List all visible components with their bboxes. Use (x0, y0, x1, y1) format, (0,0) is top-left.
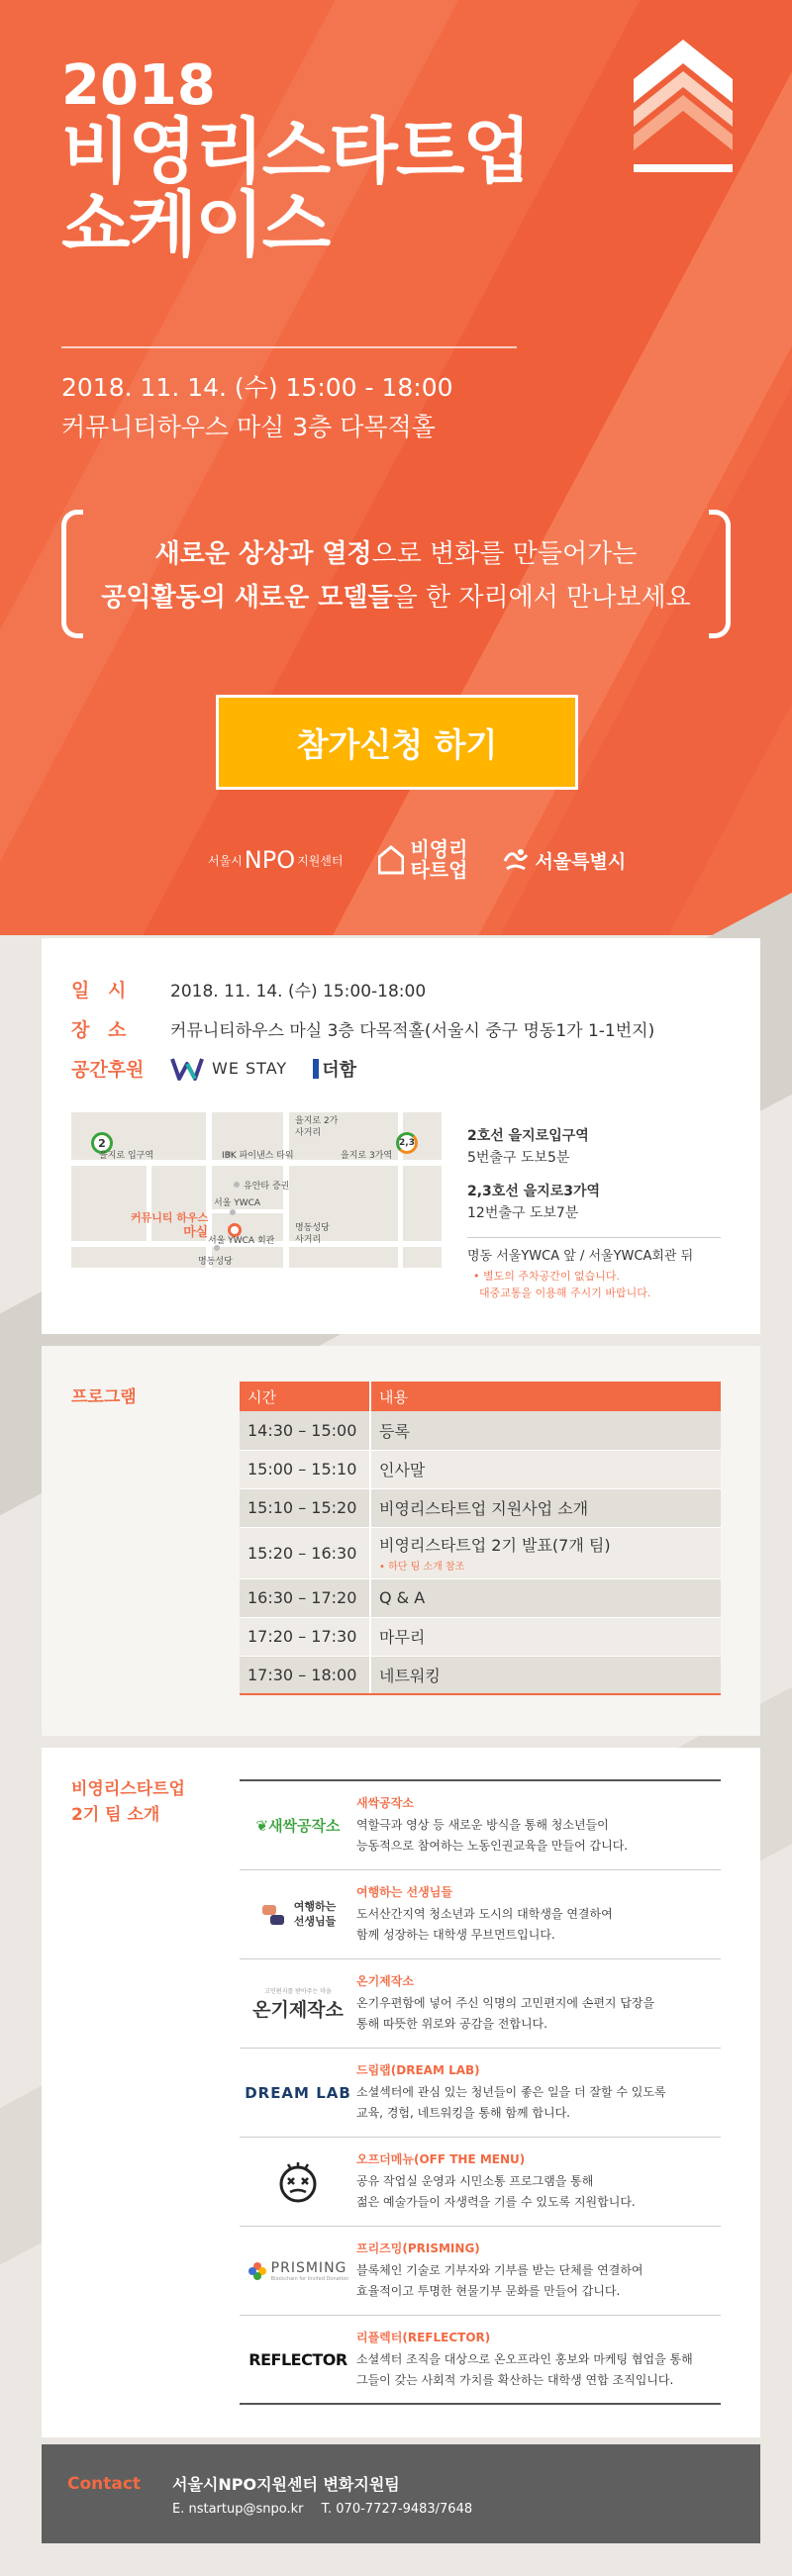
prisming-logo (248, 2260, 349, 2282)
date-value: 2018. 11. 14. (수) 15:00-18:00 (170, 982, 427, 1002)
ongi-logo-small: 고민편지를 받아주는 마을 (264, 1987, 332, 1995)
row-time: 16:30 – 17:20 (240, 1578, 370, 1617)
prisming-logo-small: Blockchain for Invited Donation (270, 2275, 349, 2282)
team-name: 프리즈밍(PRISMING) (356, 2242, 480, 2255)
map-label-euljiro3: 을지로 3가역 (341, 1151, 393, 1161)
team-logo (240, 1986, 356, 2022)
row-content (370, 1527, 721, 1578)
message-1-bold: 새로운 상상과 열정 (154, 539, 372, 569)
team-item (240, 1870, 721, 1959)
team-item (240, 2227, 721, 2316)
masil-line-2: 마실 (183, 1225, 209, 1241)
map-road (212, 1209, 283, 1213)
ongi-logo-text: 온기제작소 (252, 1998, 344, 2021)
event-info-card (42, 938, 760, 1334)
program-card (42, 1346, 760, 1736)
dir2-title: 2,3호선 을지로3가역 (467, 1184, 601, 1199)
map-label-ywca: 서울 YWCA (214, 1198, 261, 1208)
row-content: 네트워킹 (370, 1656, 721, 1694)
travel-logo-2: 선생님들 (293, 1914, 337, 1928)
team-logo (240, 1900, 356, 1929)
header-time: 시간 (240, 1382, 370, 1411)
seoul-npo-center-logo (208, 846, 343, 874)
map-label-myeongdong-cross: 명동성당 사거리 (295, 1223, 330, 1245)
date-row (71, 976, 426, 1002)
team-item (240, 1959, 721, 2049)
team-logo (240, 2084, 356, 2102)
message-1-rest: 으로 변화를 만들어가는 (371, 539, 638, 569)
page-title (61, 53, 530, 266)
place-row (71, 1015, 654, 1042)
saessak-logo-text: 새싹공작소 (268, 1817, 341, 1835)
team-desc-1: 온기우편함에 넣어 주신 익명의 고민편지에 손편지 답장을 (356, 1996, 655, 2010)
contact-email[interactable]: E. nstartup@snpo.kr (172, 2502, 304, 2517)
row-note: • 하단 팀 소개 참조 (379, 1562, 465, 1573)
team-item (240, 1781, 721, 1870)
hero-venue: 커뮤니티하우스 마실 3층 다목적홀 (61, 413, 436, 441)
map-label-cathedral: 명동성당 (198, 1257, 233, 1267)
team-desc-1: 공유 작업실 운영과 시민소통 프로그램을 통해 (356, 2174, 594, 2188)
map-label-ibk: IBK 파이낸스 타워 (222, 1151, 294, 1161)
team-logo (240, 2160, 356, 2204)
organizer-logos (208, 839, 626, 881)
nonprofit-startup-logo (378, 839, 467, 881)
bus-direction: 명동 서울YWCA 앞 / 서울YWCA회관 뒤 (467, 1249, 694, 1264)
title-line-1: 비영리스타트업 (61, 109, 530, 193)
teams-label (71, 1777, 185, 1828)
teams-label-1: 비영리스타트업 (71, 1779, 185, 1799)
contact-org: 서울시NPO지원센터 변화지원팀 (172, 2475, 400, 2494)
teams-label-2: 2기 팀 소개 (71, 1804, 160, 1825)
table-row (240, 1450, 721, 1488)
off-the-menu-face-icon (276, 2160, 320, 2204)
row-content-text: 비영리스타트업 2기 발표(7개 팀) (379, 1536, 611, 1555)
showcase-arrow-logo (634, 40, 733, 178)
parking-note (473, 1269, 650, 1301)
team-desc-1: 블록체인 기술로 기부자와 기부를 받는 단체를 연결하여 (356, 2263, 644, 2277)
row-time: 14:30 – 15:00 (240, 1411, 370, 1450)
map-label-masil (131, 1211, 208, 1242)
table-row (240, 1617, 721, 1656)
map-dot (230, 1209, 236, 1215)
westay-w-icon (170, 1056, 204, 1082)
message-2-rest: 을 한 자리에서 만나보세요 (392, 583, 691, 614)
team-name: 드림랩(DREAM LAB) (356, 2063, 480, 2077)
program-label: 프로그램 (71, 1387, 137, 1407)
table-row (240, 1488, 721, 1527)
team-desc-1: 소셜섹터 조직을 대상으로 온오프라인 홍보와 마케팅 협업을 통해 (356, 2351, 693, 2366)
ongi-logo (252, 1986, 344, 2022)
program-header-row (240, 1382, 721, 1411)
team-desc-2: 효율적이고 투명한 현물기부 문화를 만들어 갑니다. (356, 2284, 621, 2298)
team-desc-2: 통해 따뜻한 위로와 공감을 전합니다. (356, 2017, 547, 2031)
hero-section (0, 0, 792, 935)
deoham-mark-icon (313, 1059, 319, 1079)
team-item (240, 2049, 721, 2138)
seoul-city-logo (503, 847, 626, 874)
deoham-logo (313, 1056, 356, 1082)
team-desc-2: 교육, 경험, 네트워킹을 통해 함께 합니다. (356, 2106, 570, 2120)
team-name: 온기제작소 (356, 1974, 414, 1988)
map-label-yuanta: 유안타 증권 (244, 1182, 290, 1192)
teams-card (42, 1748, 760, 2437)
saessak-logo (255, 1815, 340, 1836)
team-desc-2: 젊은 예술가들이 자생력을 기를 수 있도록 지원합니다. (356, 2195, 636, 2209)
sponsor-label: 공간후원 (71, 1059, 145, 1081)
map-dot (234, 1182, 240, 1188)
parking-note-2: 대중교통을 이용해 주시기 바랍니다. (479, 1286, 651, 1299)
prisming-flower-icon (248, 2261, 267, 2281)
program-table (240, 1382, 721, 1695)
dir1-sub: 5번출구 도보5분 (467, 1149, 570, 1166)
npo-logo-suffix: 지원센터 (297, 853, 344, 868)
team-desc-1: 역할극과 영상 등 새로운 방식을 통해 청소년들이 (356, 1818, 609, 1832)
team-desc-1: 소셜섹터에 관심 있는 청년들이 좋은 일을 더 잘할 수 있도록 (356, 2085, 666, 2099)
team-logo (240, 2260, 356, 2282)
travel-teachers-logo (260, 1900, 337, 1929)
table-row (240, 1411, 721, 1450)
seoul-logo-text: 서울특별시 (535, 850, 627, 873)
team-item (240, 2316, 721, 2405)
team-desc-1: 도서산간지역 청소년과 도시의 대학생을 연결하여 (356, 1907, 613, 1921)
team-name: 리플렉터(REFLECTOR) (356, 2330, 491, 2344)
date-label: 일 시 (71, 980, 133, 1002)
row-content: 인사말 (370, 1450, 721, 1488)
location-map (71, 1112, 442, 1268)
reflector-logo: REFLECTOR (248, 2349, 347, 2369)
line-2-3-marker: 2,3 (396, 1132, 418, 1154)
place-value: 커뮤니티하우스 마실 3층 다목적홀(서울시 중구 명동1가 1-1번지) (170, 1021, 655, 1041)
travel-logo-1: 여행하는 (293, 1900, 337, 1914)
dir1-title: 2호선 을지로입구역 (467, 1128, 589, 1144)
team-logo (240, 2350, 356, 2369)
contact-label: Contact (67, 2474, 142, 2494)
title-divider (61, 346, 517, 348)
parking-note-1: • 별도의 주차공간이 없습니다. (473, 1270, 620, 1283)
row-time: 15:20 – 16:30 (240, 1527, 370, 1578)
direction-divider (467, 1237, 721, 1238)
team-name: 여행하는 선생님들 (356, 1885, 452, 1899)
team-name: 새싹공작소 (356, 1796, 414, 1810)
line-2-marker: 2 (91, 1132, 113, 1154)
house-icon (378, 845, 404, 875)
table-row (240, 1656, 721, 1694)
team-list (240, 1779, 721, 2405)
direction-line-2-3 (467, 1182, 600, 1224)
title-line-2: 쇼케이스 (61, 182, 330, 266)
row-content: 마무리 (370, 1617, 721, 1656)
prisming-logo-text: PRISMING (270, 2259, 347, 2276)
map-label-euljiro-entrance: 을지로 입구역 (99, 1151, 154, 1161)
seoul-emblem-icon (503, 847, 529, 873)
table-row (240, 1527, 721, 1578)
row-content: 비영리스타트업 지원사업 소개 (370, 1488, 721, 1527)
map-label-ywca-hall: 서울 YWCA 회관 (208, 1236, 275, 1246)
hero-datetime: 2018. 11. 14. (수) 15:00 - 18:00 (61, 373, 453, 402)
hero-event-info (61, 368, 453, 447)
westay-logo (170, 1056, 287, 1082)
contact-tel[interactable]: T. 070-7727-9483/7648 (321, 2502, 473, 2517)
contact-line (172, 2502, 472, 2517)
dir2-sub: 12번출구 도보7분 (467, 1204, 579, 1221)
bsu-logo-line-2: 타트업 (410, 858, 468, 882)
row-content: Q & A (370, 1578, 721, 1617)
header-content: 내용 (370, 1382, 721, 1411)
team-logo (240, 1815, 356, 1836)
map-label-euljiro2: 을지로 2가 사거리 (295, 1116, 339, 1138)
team-name: 오프더메뉴(OFF THE MENU) (356, 2152, 526, 2166)
row-time: 17:30 – 18:00 (240, 1656, 370, 1694)
masil-line-1: 커뮤니티 하우스 (131, 1211, 209, 1224)
npo-logo-main: NPO (244, 846, 296, 874)
table-row (240, 1578, 721, 1617)
sponsor-row (71, 1055, 356, 1082)
team-desc-2: 함께 성장하는 대학생 무브먼트입니다. (356, 1928, 555, 1942)
bsu-logo-line-1: 비영리 (410, 837, 468, 861)
register-button[interactable]: 참가신청 하기 (216, 695, 578, 790)
team-desc-2: 그들이 갖는 사회적 가치를 확산하는 대학생 연합 조직입니다. (356, 2372, 674, 2387)
sprout-icon: ❦ (255, 1817, 269, 1835)
team-item (240, 2138, 721, 2227)
deoham-text: 더함 (322, 1059, 356, 1081)
westay-text: WE STAY (212, 1059, 288, 1078)
row-time: 15:00 – 15:10 (240, 1450, 370, 1488)
row-time: 17:20 – 17:30 (240, 1617, 370, 1656)
dreamlab-logo: DREAM LAB (245, 2083, 351, 2102)
direction-line-2 (467, 1126, 589, 1169)
contact-footer (42, 2444, 760, 2543)
place-label: 장 소 (71, 1019, 133, 1041)
npo-logo-prefix: 서울시 (208, 853, 243, 868)
row-time: 15:10 – 15:20 (240, 1488, 370, 1527)
hero-message (79, 532, 713, 620)
title-year: 2018 (61, 53, 216, 118)
hands-icon (260, 1901, 288, 1929)
message-2-bold: 공익활동의 새로운 모델들 (101, 583, 393, 614)
team-desc-2: 능동적으로 참여하는 노동인권교육을 만들어 갑니다. (356, 1839, 629, 1853)
row-content: 등록 (370, 1411, 721, 1450)
